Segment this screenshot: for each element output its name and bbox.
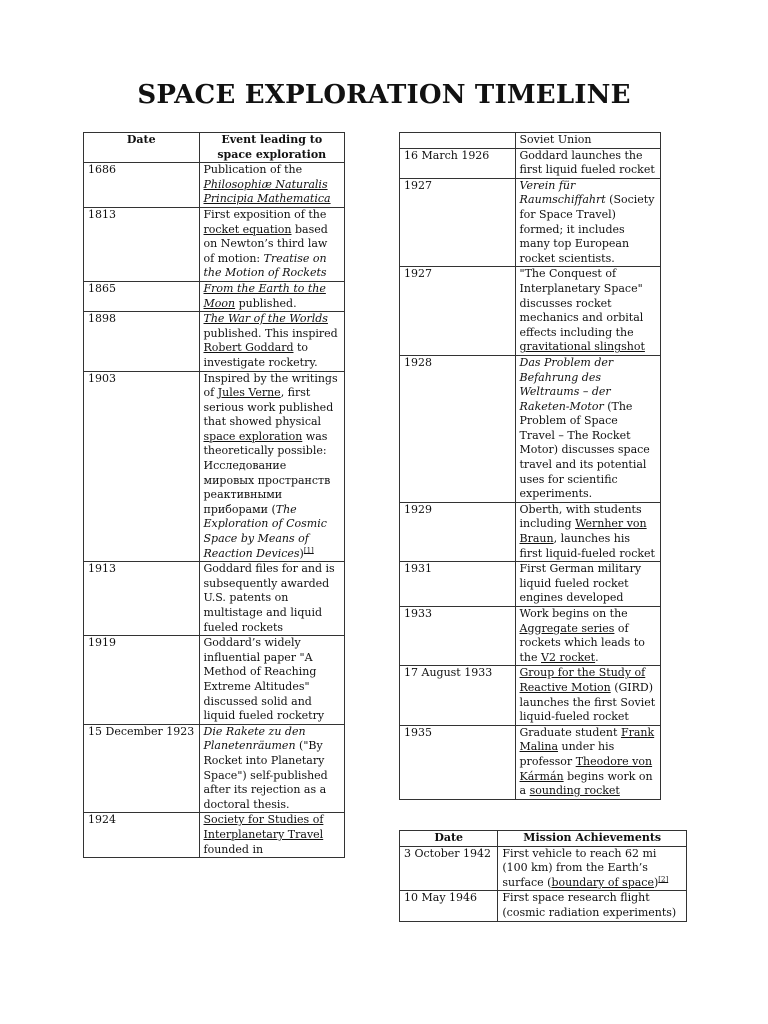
event-cell <box>515 725 660 799</box>
wiki-link[interactable]: Robert Goddard <box>203 341 294 355</box>
event-cell <box>515 148 660 178</box>
event-text: Verein für Raumschiffahrt <box>519 178 606 207</box>
date-cell: 1924 <box>84 813 200 858</box>
date-cell: 10 May 1946 <box>400 891 498 921</box>
table-row <box>84 163 345 208</box>
date-cell: 1903 <box>84 371 200 562</box>
event-cell <box>515 355 660 502</box>
event-text: ) <box>653 875 659 889</box>
date-cell: 1935 <box>400 725 516 799</box>
event-text: Goddard files for and is subsequently awarded U.S. patents on multistage and liquid fueled rockets <box>203 562 335 634</box>
event-cell <box>199 281 344 311</box>
event-text: Oberth, with students including <box>519 502 642 531</box>
event-text: begins work on a <box>519 769 653 798</box>
event-text: published. This inspired <box>203 326 338 340</box>
event-text: Goddard launches the first liquid fueled rocket <box>519 148 655 177</box>
event-text: Treatise on the Motion of Rockets <box>203 251 327 280</box>
event-text: (The Problem of Space Travel – The Rocket Motor) discusses space travel and its potential uses for scientific experiments. <box>519 399 650 501</box>
date-cell: 3 October 1942 <box>400 846 498 891</box>
wiki-link[interactable]: Aggregate series <box>519 621 615 635</box>
date-cell: 1927 <box>400 267 516 356</box>
date-column-header: Date <box>400 831 498 847</box>
event-text: Goddard’s widely influential paper "A Method of Reaching Extreme Altitudes" discussed solid and liquid fueled rocketry <box>203 636 325 723</box>
table-row <box>84 724 345 813</box>
wiki-link[interactable]: Frank Malina <box>519 725 655 754</box>
event-text: , launches his first liquid-fueled rocket <box>519 532 655 560</box>
wiki-link[interactable]: [2] <box>658 875 669 884</box>
event-text: of rockets which leads to the <box>519 621 645 664</box>
wiki-link[interactable]: From the Earth to the Moon <box>203 281 326 310</box>
mission-column-header: Mission Achievements <box>498 831 687 847</box>
wiki-link[interactable]: sounding rocket <box>529 784 620 798</box>
event-cell <box>515 607 660 666</box>
event-text: founded in <box>203 842 264 856</box>
event-cell <box>199 724 344 813</box>
table-row <box>84 636 345 725</box>
event-text: The Exploration of Cosmic Space by Means of Reaction Devices <box>203 502 327 560</box>
table-row <box>400 178 661 267</box>
event-text: Die Rakete zu den Planetenräumen <box>203 724 306 753</box>
table-row <box>84 371 345 562</box>
date-cell: 1919 <box>84 636 200 725</box>
table-row <box>400 562 661 607</box>
date-cell: 1927 <box>400 178 516 267</box>
event-cell <box>199 163 344 208</box>
wiki-link[interactable]: V2 rocket <box>541 650 596 664</box>
event-cell <box>199 207 344 281</box>
pre-space-timeline-table <box>83 132 345 858</box>
table-row <box>84 562 345 636</box>
date-cell: 17 August 1933 <box>400 666 516 725</box>
event-text: was theoretically possible: Исследование мировых пространств реактивными приборами ( <box>203 429 331 516</box>
event-text: (Society for Space Travel) formed; it includes many top European rocket scientists. <box>519 193 655 265</box>
table-row <box>400 607 661 666</box>
table-header-row <box>400 831 687 847</box>
event-text: ) <box>299 546 304 560</box>
wiki-link[interactable]: rocket equation <box>203 222 292 236</box>
event-text: First space research flight (cosmic radiation experiments) <box>502 891 677 919</box>
continued-timeline-table <box>399 132 661 800</box>
event-text: Publication of the <box>203 163 303 177</box>
table-row <box>400 891 687 921</box>
date-cell: 1929 <box>400 502 516 561</box>
event-cell <box>199 371 344 562</box>
event-text: Inspired by the writings of <box>203 371 338 400</box>
table-row <box>400 355 661 502</box>
wiki-link[interactable]: [1] <box>303 545 314 554</box>
event-text: . <box>595 650 599 664</box>
date-cell: 1928 <box>400 355 516 502</box>
date-cell: 16 March 1926 <box>400 148 516 178</box>
date-cell: 1898 <box>84 312 200 371</box>
wiki-link[interactable]: space exploration <box>203 429 303 443</box>
mission-achievements-table <box>399 830 687 922</box>
date-column-header: Date <box>84 133 200 163</box>
event-text: published. <box>235 296 297 310</box>
table-continuation-row <box>400 133 661 149</box>
wiki-link[interactable]: Society for Studies of Interplanetary Travel <box>203 813 324 841</box>
wiki-link[interactable]: Group for the Study of Reactive Motion <box>519 666 646 694</box>
continued-event-text: Soviet Union <box>515 133 660 149</box>
event-cell <box>199 813 344 858</box>
wiki-link[interactable]: Philosophiæ Naturalis Principia Mathematica <box>203 177 331 206</box>
event-cell <box>515 502 660 561</box>
event-text: , first serious work published that showed physical <box>203 386 334 429</box>
table-header-row <box>84 133 345 163</box>
event-text: Work begins on the <box>519 607 628 620</box>
empty-date-cell <box>400 133 516 149</box>
date-cell: 1865 <box>84 281 200 311</box>
table-row <box>400 502 661 561</box>
event-text: ("By Rocket into Planetary Space") self-published after its rejection as a doctoral thesis. <box>203 739 328 811</box>
event-cell <box>515 178 660 267</box>
wiki-link[interactable]: Theodore von Kármán <box>519 754 653 783</box>
table-row <box>84 281 345 311</box>
event-text: First vehicle to reach 62 mi (100 km) from the Earth’s surface ( <box>502 846 657 889</box>
event-text: under his professor <box>519 740 615 768</box>
event-cell <box>515 267 660 356</box>
table-row <box>84 312 345 371</box>
event-text: Das Problem der Befahrung des Weltraums – der Raketen-Motor <box>519 355 614 413</box>
event-text: (GIRD) launches the first Soviet liquid-fueled rocket <box>519 680 656 724</box>
event-text: "The Conquest of Interplanetary Space" discusses rocket mechanics and orbital effects including the <box>519 267 644 339</box>
table-row <box>400 666 661 725</box>
wiki-link[interactable]: Wernher von Braun <box>519 517 647 546</box>
table-row <box>400 148 661 178</box>
date-cell: 15 December 1923 <box>84 724 200 813</box>
event-text: to investigate rocketry. <box>203 341 318 369</box>
event-cell <box>199 636 344 725</box>
event-cell <box>199 562 344 636</box>
date-cell: 1686 <box>84 163 200 208</box>
date-cell: 1931 <box>400 562 516 607</box>
event-cell <box>515 562 660 607</box>
wiki-link[interactable]: Jules Verne <box>217 386 281 400</box>
event-text: Graduate student <box>519 725 621 739</box>
event-text: First exposition of the <box>203 207 327 221</box>
date-cell: 1933 <box>400 607 516 666</box>
date-cell: 1913 <box>84 562 200 636</box>
event-cell <box>199 312 344 371</box>
wiki-link[interactable]: boundary of space <box>551 875 654 889</box>
event-cell <box>498 891 687 921</box>
table-row <box>84 813 345 858</box>
event-text: based on Newton’s third law of motion: <box>203 222 328 265</box>
table-row <box>400 267 661 356</box>
date-cell: 1813 <box>84 207 200 281</box>
wiki-link[interactable]: gravitational slingshot <box>519 340 645 354</box>
table-row <box>84 207 345 281</box>
event-text: First German military liquid fueled rocket engines developed <box>519 562 642 605</box>
table-row <box>400 846 687 891</box>
wiki-link[interactable]: The War of the Worlds <box>203 312 328 326</box>
page-title: SPACE EXPLORATION TIMELINE <box>137 80 631 110</box>
event-cell <box>498 846 687 891</box>
event-column-header: Event leading to space exploration <box>199 133 344 163</box>
event-cell <box>515 666 660 725</box>
table-row <box>400 725 661 799</box>
